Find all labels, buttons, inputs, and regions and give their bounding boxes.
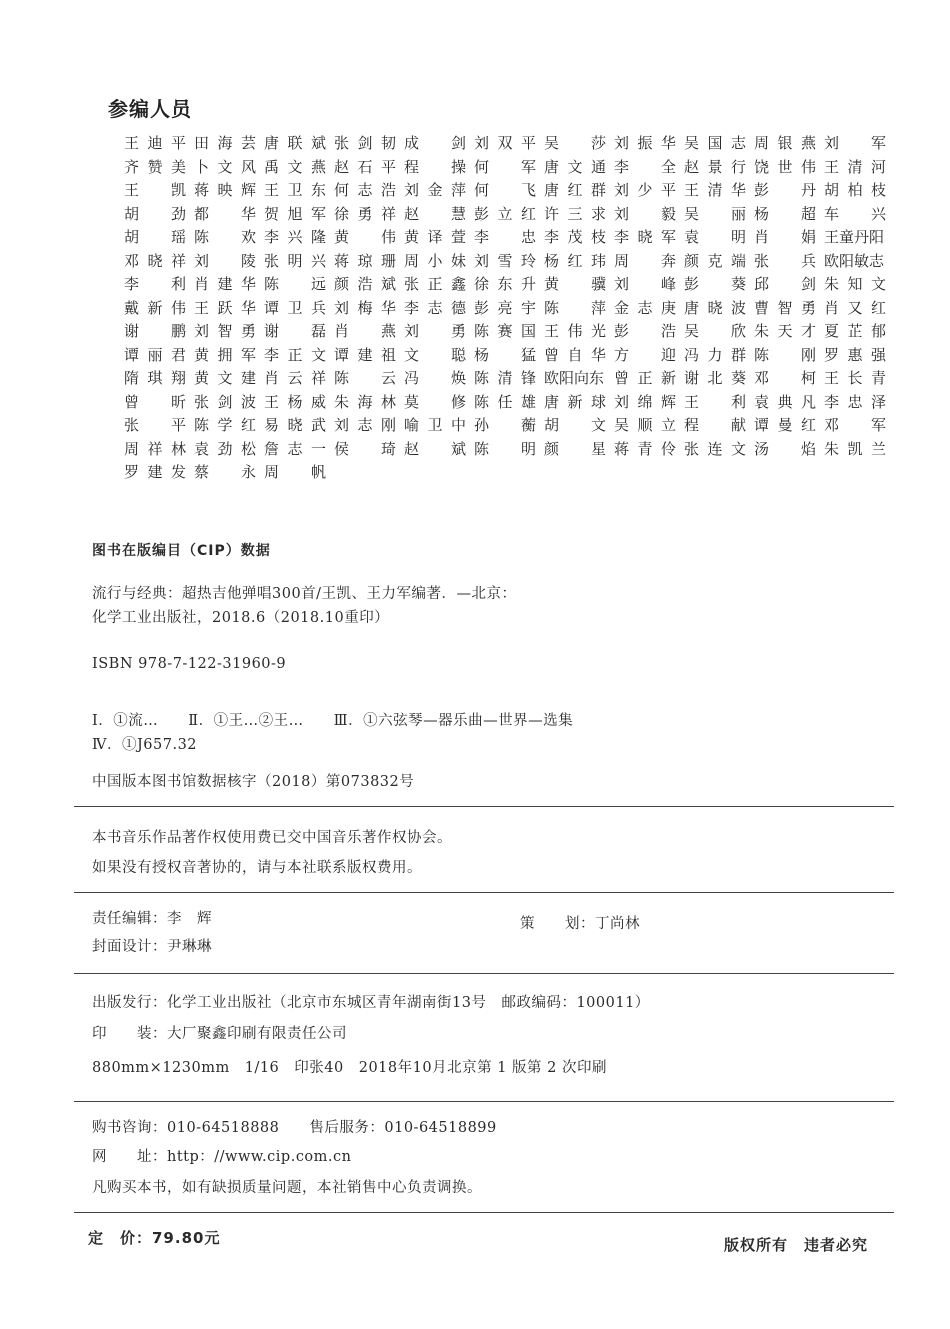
contributor-name: 吴 丽 (684, 204, 746, 223)
cip-bibliographic-line-2: 化学工业出版社，2018.6（2018.10重印） (92, 610, 390, 626)
contributor-name: 邓 柯 (754, 369, 816, 387)
contributor-name: 陈 云 (334, 369, 396, 387)
contributor-name: 李忠泽 (824, 392, 886, 411)
contributor-name: 文 聪 (404, 345, 466, 364)
contributor-name: 齐赞美 (124, 157, 186, 176)
contributor-name: 蔡 永 (194, 463, 256, 481)
contributor-name: 朱天才 (754, 322, 816, 340)
contributor-name: 莫 修 (404, 392, 466, 411)
contributor-name: 朱凯兰 (824, 439, 886, 458)
contributor-name: 张 平 (124, 416, 186, 434)
contributor-name: 邓晓祥 (124, 251, 186, 270)
contributor-name: 蒋琼珊 (334, 251, 396, 270)
contributor-row (124, 344, 914, 368)
contributor-name: 王长青 (824, 369, 886, 387)
contributor-name: 唐红群 (544, 181, 606, 199)
publisher-info: 出版发行：化学工业出版社（北京市东城区青年湖南街13号 邮政编码：100011） (92, 995, 650, 1011)
contributor-name: 张剑韧 (334, 134, 396, 152)
contributor-name: 吴 欣 (684, 322, 746, 340)
contributor-name: 肖建华 (194, 275, 256, 293)
contributor-name: 杨 超 (754, 204, 816, 223)
contributor-name: 杨 猛 (474, 345, 536, 364)
contributor-name: 田海芸 (194, 134, 256, 152)
contributor-name: 孙 蘅 (474, 416, 536, 434)
contributor-name: 夏芷郁 (824, 322, 886, 340)
contributor-name: 王杨威 (264, 392, 326, 411)
copyright-notice-line-1: 本书音乐作品著作权使用费已交中国音乐著作权协会。 (92, 830, 452, 846)
contributor-name: 谭丽君 (124, 345, 186, 364)
contributor-name: 张明兴 (264, 251, 326, 270)
contributor-name: 颜克端 (684, 251, 746, 270)
contributor-name: 许三求 (544, 204, 606, 223)
contributor-row (124, 461, 914, 485)
contributor-name: 蒋青伶 (614, 439, 676, 458)
contributor-name: 黄 骥 (544, 275, 606, 293)
contributor-name: 詹志一 (264, 439, 326, 458)
contributor-name: 徐勇祥 (334, 204, 396, 223)
contributor-name: 陈任雄 (474, 392, 536, 411)
contributor-name: 王卫东 (264, 181, 326, 199)
contributor-name: 陈学红 (194, 416, 256, 434)
contributor-name: 朱知文 (824, 275, 886, 293)
contributor-name: 刘智勇 (194, 322, 256, 340)
contributor-name: 曾 昕 (124, 392, 186, 411)
contributor-name: 戴新伟 (124, 298, 186, 317)
contributor-name: 方 迎 (614, 345, 676, 364)
contributor-name: 胡 劲 (124, 204, 186, 223)
contributor-name: 卜文风 (194, 157, 256, 176)
contributor-name: 颜 星 (544, 439, 606, 458)
contributor-name: 冯力群 (684, 345, 746, 364)
contributor-name: 李 全 (614, 157, 676, 176)
contributors-list (124, 132, 914, 485)
contributor-name: 周 帆 (264, 463, 326, 481)
contributor-name: 王清华 (684, 181, 746, 199)
contributor-name: 谭卫兵 (264, 298, 326, 317)
contributor-name: 何 飞 (474, 181, 536, 199)
contributor-name: 刘 陵 (194, 251, 256, 270)
contributor-name: 黄 伟 (334, 228, 396, 246)
contributor-name: 谭建祖 (334, 345, 396, 364)
contributor-name: 何志浩 (334, 181, 396, 199)
format-edition-info: 880mm×1230mm 1/16 印张40 2018年10月北京第 1 版第 2 次印刷 (92, 1060, 607, 1076)
contributor-name: 车 兴 (824, 204, 886, 223)
contributor-name: 周祥林 (124, 439, 186, 458)
contributor-name: 张连文 (684, 439, 746, 458)
contributor-name: 陈 刚 (754, 345, 816, 364)
contributor-name: 王迪平 (124, 134, 186, 152)
contributor-name: 谢 磊 (264, 322, 326, 340)
contributor-name: 禹文燕 (264, 157, 326, 176)
contributor-name: 陈 明 (474, 439, 536, 458)
contributor-name: 易晓武 (264, 416, 326, 434)
contributor-name: 刘 峰 (614, 275, 676, 293)
contributor-name: 谭曼红 (754, 416, 816, 434)
contributor-row (124, 273, 914, 297)
contributor-name: 陈赛国 (474, 322, 536, 340)
contributor-name: 张 兵 (754, 251, 816, 270)
contributor-name: 饶世伟 (754, 157, 816, 176)
cip-classification-line-2: Ⅳ．①J657.32 (92, 737, 198, 753)
contributor-name: 赵景行 (684, 157, 746, 176)
contributor-name: 周银燕 (754, 134, 816, 152)
contributor-name: 王跃华 (194, 298, 256, 317)
contributor-row (124, 320, 914, 344)
printer-info: 印 装：大厂聚鑫印刷有限责任公司 (92, 1026, 347, 1042)
contributor-name: 都 华 (194, 204, 256, 223)
contributor-name: 罗建发 (124, 463, 186, 481)
contributor-name: 刘金萍 (404, 181, 466, 199)
contributor-name: 王清河 (824, 157, 886, 176)
contributor-row (124, 226, 914, 250)
contributor-name: 朱海林 (334, 392, 396, 411)
contributor-name: 吴顺立 (614, 416, 676, 434)
contributor-name: 周 奔 (614, 251, 676, 270)
cip-bibliographic-line-1: 流行与经典：超热吉他弹唱300首/王凯、王力军编著．—北京： (92, 586, 517, 602)
cip-classification-line-1: Ⅰ．①流… Ⅱ．①王…②王… Ⅲ．①六弦琴—器乐曲—世界—选集 (92, 713, 574, 729)
contributor-name: 袁典凡 (754, 392, 816, 411)
contributor-name: 刘绵辉 (614, 392, 676, 411)
contributor-name: 刘志刚 (334, 416, 396, 434)
contributor-name: 刘梅华 (334, 298, 396, 317)
contributor-row (124, 203, 914, 227)
contributor-name: 彭 丹 (754, 181, 816, 199)
contributor-row (124, 367, 914, 391)
contributor-name: 蒋映辉 (194, 181, 256, 199)
contributor-name: 曹智勇 (754, 298, 816, 317)
contributor-row (124, 391, 914, 415)
contributor-name: 刘双平 (474, 134, 536, 152)
contributor-name: 冯 焕 (404, 369, 466, 387)
contributor-name: 李正文 (264, 345, 326, 364)
contributor-name: 李茂枝 (544, 228, 606, 246)
contributor-row (124, 297, 914, 321)
contributor-name: 程 献 (684, 416, 746, 434)
contributor-name: 肖又红 (824, 298, 886, 317)
divider-3 (74, 973, 894, 974)
cip-isbn: ISBN 978-7-122-31960-9 (92, 656, 287, 672)
price: 定 价：79.80元 (88, 1229, 221, 1247)
contributor-name: 黄拥军 (194, 345, 256, 364)
contributor-name: 邓 军 (824, 416, 886, 434)
contributor-name: 胡 文 (544, 416, 606, 434)
contributor-row (124, 156, 914, 180)
contributor-name: 成 剑 (404, 134, 466, 152)
contributors-heading: 参编人员 (108, 97, 192, 121)
contributor-name: 谢北葵 (684, 369, 746, 387)
responsible-editor: 责任编辑：李 辉 (92, 911, 212, 927)
contributor-name: 刘 毅 (614, 204, 676, 223)
contributor-name: 彭 浩 (614, 322, 676, 340)
contributor-name: 欧阳敏志 (824, 251, 885, 270)
contributor-name: 刘雪玲 (474, 251, 536, 270)
contributor-name: 赵 慧 (404, 204, 466, 223)
contributor-name: 黄文建 (194, 369, 256, 387)
divider-2 (74, 892, 894, 893)
contributor-name: 李 忠 (474, 228, 536, 246)
contributor-name: 曾自华 (544, 345, 606, 364)
contributor-name: 李志德 (404, 298, 466, 317)
contributor-name: 王伟光 (544, 322, 606, 340)
contributor-name: 王童丹阳 (824, 228, 885, 246)
contributor-name: 张剑波 (194, 392, 256, 411)
contributor-name: 金志庚 (614, 298, 676, 317)
website: 网 址：http：//www.cip.com.cn (92, 1149, 352, 1165)
contributor-name: 张正鑫 (404, 275, 466, 293)
contributor-name: 刘 军 (824, 134, 886, 152)
rights-reserved: 版权所有 违者必究 (724, 1236, 869, 1254)
purchase-and-service-phones: 购书咨询：010-64518888 售后服务：010-64518899 (92, 1120, 497, 1136)
contributor-name: 程 操 (404, 157, 466, 176)
contributor-name: 吴国志 (684, 134, 746, 152)
contributor-name: 彭立红 (474, 204, 536, 223)
divider-4 (74, 1101, 894, 1102)
contributor-name: 肖云祥 (264, 369, 326, 387)
contributor-name: 唐联斌 (264, 134, 326, 152)
contributor-name: 赵 斌 (404, 439, 466, 458)
cip-title: 图书在版编目（CIP）数据 (92, 543, 271, 559)
contributor-row (124, 132, 914, 156)
contributor-name: 罗惠强 (824, 345, 886, 364)
contributor-name: 汤 焰 (754, 439, 816, 458)
divider-1 (74, 806, 894, 807)
contributor-row (124, 250, 914, 274)
contributor-name: 陈清锋 (474, 369, 536, 387)
contributor-name: 杨红玮 (544, 251, 606, 270)
contributor-name: 谢 鹏 (124, 322, 186, 340)
contributor-name: 袁 明 (684, 228, 746, 246)
contributor-name: 刘振华 (614, 134, 676, 152)
contributor-name: 刘 勇 (404, 322, 466, 340)
contributor-name: 陈 远 (264, 275, 326, 293)
contributor-name: 贺旭军 (264, 204, 326, 223)
contributor-name: 袁劲松 (194, 439, 256, 458)
contributor-row (124, 414, 914, 438)
contributor-name: 侯 琦 (334, 439, 396, 458)
contributor-name: 陈 欢 (194, 228, 256, 246)
contributor-name: 唐新球 (544, 392, 606, 411)
contributor-name: 唐文通 (544, 157, 606, 176)
cip-record-number: 中国版本图书馆数据核字（2018）第073832号 (92, 774, 415, 790)
contributor-name: 唐晓波 (684, 298, 746, 317)
contributor-name: 李兴隆 (264, 228, 326, 246)
contributor-row (124, 438, 914, 462)
contributor-name: 王 利 (684, 392, 746, 411)
contributor-name: 陈 萍 (544, 298, 606, 317)
planner: 策 划：丁尚林 (520, 916, 640, 932)
contributor-name: 吴 莎 (544, 134, 606, 152)
contributor-name: 彭亮宇 (474, 298, 536, 317)
contributor-name: 赵石平 (334, 157, 396, 176)
contributor-name: 胡 瑶 (124, 228, 186, 246)
contributor-name: 邱 剑 (754, 275, 816, 293)
contributor-name: 彭 葵 (684, 275, 746, 293)
contributor-name: 肖 燕 (334, 322, 396, 340)
copyright-notice-line-2: 如果没有授权音著协的，请与本社联系版权费用。 (92, 860, 422, 876)
contributor-name: 黄译萱 (404, 228, 466, 246)
contributor-name: 喻卫中 (404, 416, 466, 434)
cover-designer: 封面设计：尹琳琳 (92, 939, 212, 955)
contributor-name: 李晓军 (614, 228, 676, 246)
contributor-name: 李 利 (124, 275, 186, 293)
contributor-name: 隋琪翔 (124, 369, 186, 387)
replacement-notice: 凡购买本书，如有缺损质量问题，本社销售中心负责调换。 (92, 1180, 482, 1196)
contributor-name: 肖 娟 (754, 228, 816, 246)
divider-5 (74, 1212, 894, 1213)
contributor-name: 周小妹 (404, 251, 466, 270)
contributor-name: 颜浩斌 (334, 275, 396, 293)
contributor-name: 欧阳向东 (544, 369, 605, 387)
contributor-name: 刘少平 (614, 181, 676, 199)
contributor-name: 胡柏枝 (824, 181, 886, 199)
contributor-name: 曾正新 (614, 369, 676, 387)
contributor-name: 王 凯 (124, 181, 186, 199)
contributor-row (124, 179, 914, 203)
contributor-name: 徐东升 (474, 275, 536, 293)
contributor-name: 何 军 (474, 157, 536, 176)
